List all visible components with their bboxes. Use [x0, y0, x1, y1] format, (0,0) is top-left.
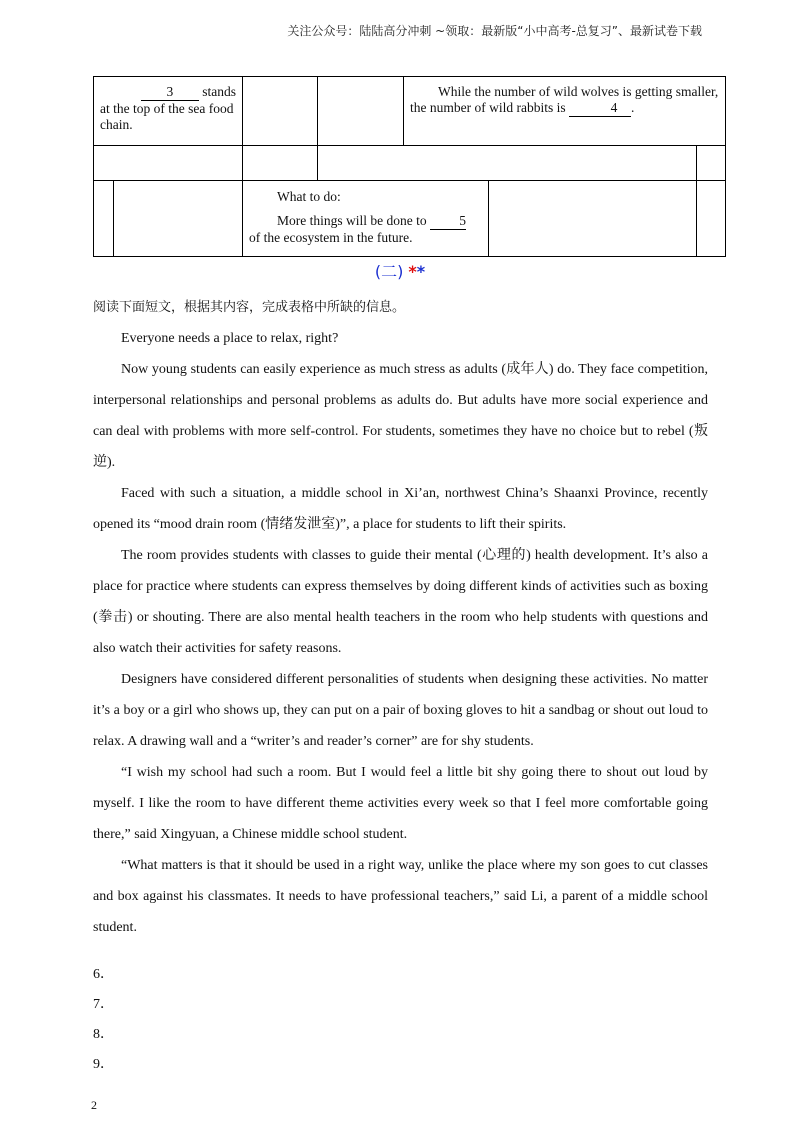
table-cell: 3 stands at the top of the sea food chain.	[94, 77, 243, 146]
star-icon: *	[408, 262, 417, 281]
page-header: 关注公众号：陆陆高分冲刺 ~领取：最新版“小中高考-总复习”、最新试卷下载	[287, 24, 702, 38]
blank-5: 5	[430, 213, 466, 230]
table-cell: While the number of wild wolves is getting smaller, the number of wild rabbits is 4 .	[404, 77, 726, 146]
section-label: (二)	[374, 262, 404, 281]
table-cell	[243, 146, 318, 181]
table-cell	[697, 146, 726, 181]
star-icon: *	[416, 262, 426, 281]
page-number: 2	[91, 1098, 97, 1112]
table-cell	[318, 77, 404, 146]
paragraph: Faced with such a situation, a middle school in Xi’an, northwest China’s Shaanxi Province, recently opened its “mood drain room (情绪发泄室)”, a place for students to lift their spirits.	[93, 486, 708, 532]
what-to-do-heading: What to do:	[277, 189, 341, 204]
paragraph: Designers have considered different personalities of students when designing these activities. No matter it’s a boy or a girl who shows up, they can put on a pair of boxing gloves to hit a sandbag or shout out loud to relax. A drawing wall and a “writer’s and reader’s corner” are for shy students.	[93, 672, 708, 749]
answer-line[interactable]: 7．	[93, 997, 114, 1012]
table-cell	[243, 181, 489, 257]
table-cell	[114, 181, 243, 257]
blank-4: 4	[569, 100, 631, 117]
answer-list	[93, 960, 114, 1080]
paragraph: “What matters is that it should be used in a right way, unlike the place where my son goes to cut classes and box against his classmates. It needs to have professional teachers,” said Li, a parent of a middle school student.	[93, 858, 708, 935]
reading-passage	[93, 292, 708, 943]
info-table	[93, 76, 726, 257]
table-cell-text: More things will be done to	[277, 213, 427, 228]
blank-3: 3	[141, 84, 199, 101]
instruction: 阅读下面短文，根据其内容，完成表格中所缺的信息。	[93, 300, 406, 315]
section-heading	[0, 259, 800, 282]
table-cell	[94, 146, 243, 181]
table-cell-text: of the ecosystem in the future.	[249, 230, 413, 245]
paragraph: “I wish my school had such a room. But I would feel a little bit shy going there to shout out loud by myself. I like the room to have different theme activities every week so that I feel more comfortable going there,” said Xingyuan, a Chinese middle school student.	[93, 765, 708, 842]
table-cell	[318, 146, 697, 181]
answer-line[interactable]: 8．	[93, 1027, 114, 1042]
table-cell-text: at the top of the sea food chain.	[100, 101, 234, 132]
paragraph: Now young students can easily experience as much stress as adults (成年人) do. They face competition, interpersonal relationships and personal problems as adults do. But adults have more social experience and can deal with problems with more self-control. For students, sometimes they have no choice but to rebel (叛逆).	[93, 362, 708, 470]
paragraph: Everyone needs a place to relax, right?	[121, 331, 339, 346]
paragraph: The room provides students with classes to guide their mental (心理的) health development. It’s also a place for practice where students can express themselves by doing different kinds of activities such as boxing (拳击) or shouting. There are also mental health teachers in the room who help students with questions and also watch their activities for safety reasons.	[93, 548, 708, 656]
table-cell	[94, 181, 114, 257]
table-cell	[243, 77, 318, 146]
table-cell-text: While the number of wild wolves is getting smaller, the number of wild rabbits is	[410, 84, 719, 115]
answer-line[interactable]: 6．	[93, 967, 114, 982]
table-cell	[489, 181, 697, 257]
table-cell	[697, 181, 726, 257]
answer-line[interactable]: 9．	[93, 1057, 114, 1072]
